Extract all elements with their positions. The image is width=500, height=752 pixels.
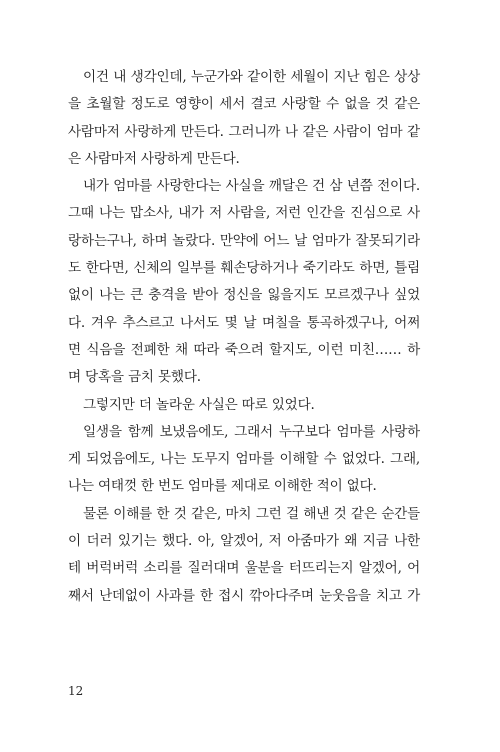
text-line: 이건 내 생각인데, 누군가와 같이한 세월이 지난 힘은 상상 — [83, 69, 420, 85]
text-line: 내가 엄마를 사랑한다는 사실을 깨달은 건 삼 년쯤 전이다. — [83, 178, 420, 195]
text-line: 은 사람마저 사랑하게 만든다. — [68, 150, 240, 167]
text-line: 그렇지만 더 놀라운 사실은 따로 있었다. — [83, 396, 315, 413]
text-line: 이 더러 있기는 했다. 아, 알겠어, 저 아줌마가 왜 지금 나한 — [68, 533, 420, 550]
page-number: 12 — [68, 684, 84, 698]
text-line: 도 한다면, 신체의 일부를 훼손당하거나 죽기라도 하면, 틀림 — [68, 260, 420, 277]
text-line: 째서 난데없이 사과를 한 접시 깎아다주며 눈웃음을 치고 가 — [68, 587, 420, 604]
text-line: 다. 겨우 추스르고 나서도 몇 날 며칠을 통곡하겠구나, 어쩌 — [68, 314, 420, 331]
text-line: 랑하는구나, 하며 놀랐다. 만약에 어느 날 엄마가 잘못되기라 — [68, 232, 420, 249]
text-line: 없이 나는 큰 충격을 받아 정신을 잃을지도 모르겠구나 싶었 — [68, 287, 420, 304]
text-line: 나는 여태껏 한 번도 엄마를 제대로 이해한 적이 없다. — [68, 478, 377, 495]
text-line: 일생을 함께 보냈음에도, 그래서 누구보다 엄마를 사랑하 — [83, 423, 420, 440]
text-line: 면 식음을 전폐한 채 따라 죽으려 할지도, 이런 미친…… 하 — [68, 341, 420, 358]
body-text — [68, 64, 420, 610]
text-line: 그때 나는 맙소사, 내가 저 사람을, 저런 인간을 진심으로 사 — [68, 205, 420, 222]
text-line: 물론 이해를 한 것 같은, 마치 그런 걸 해낸 것 같은 순간들 — [83, 505, 420, 522]
text-line: 을 초월할 정도로 영향이 세서 결코 사랑할 수 없을 것 같은 — [68, 96, 420, 113]
text-line: 테 버럭버럭 소리를 질러대며 울분을 터뜨리는지 알겠어, 어 — [68, 560, 420, 577]
text-line: 며 당혹을 금치 못했다. — [68, 369, 201, 386]
text-line: 사람마저 사랑하게 만든다. 그러니까 나 같은 사람이 엄마 같 — [68, 123, 420, 140]
text-line: 게 되었음에도, 나는 도무지 엄마를 이해할 수 없었다. 그래, — [68, 451, 420, 468]
